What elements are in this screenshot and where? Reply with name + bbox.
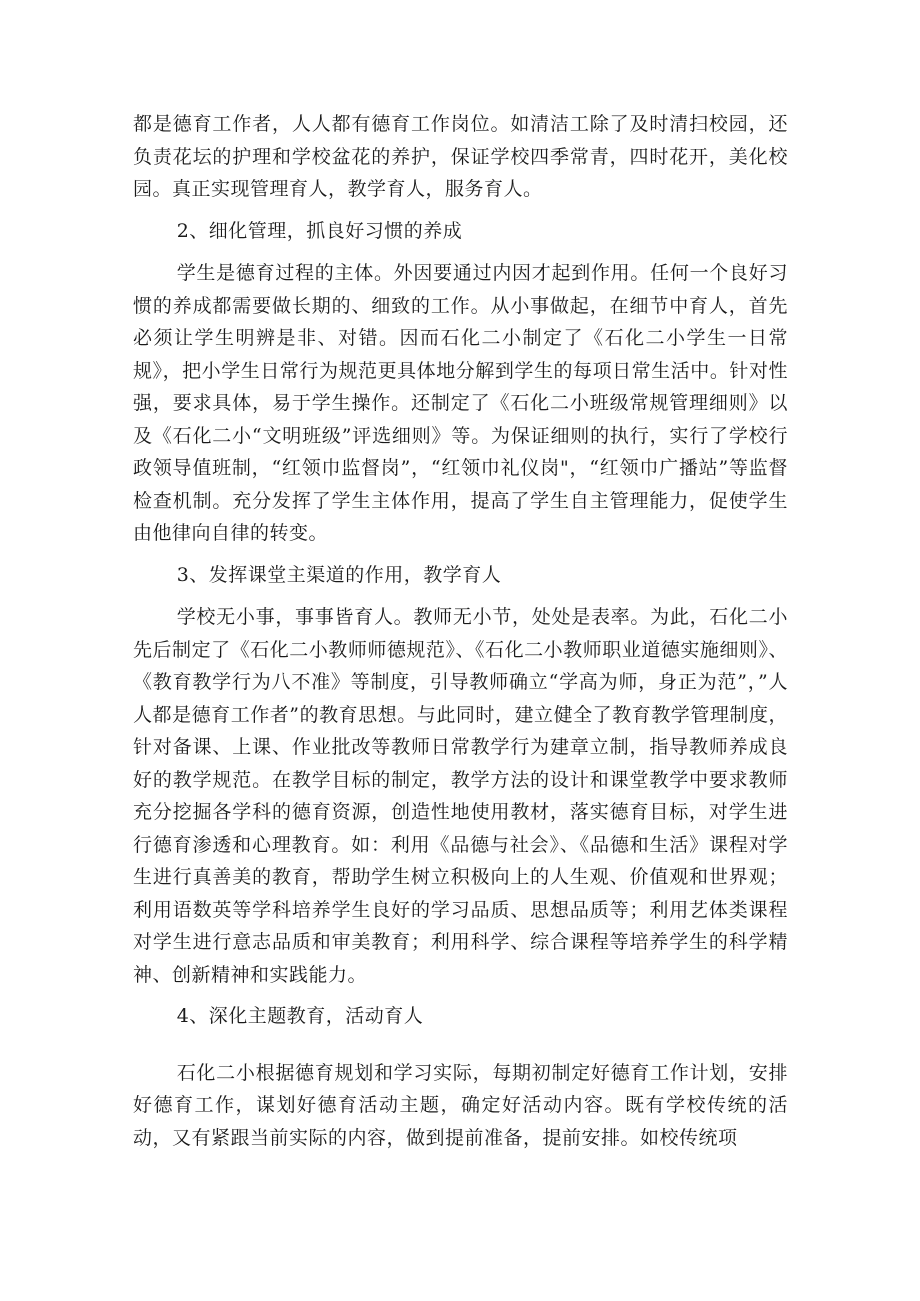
paragraph-section-2: 学生是德育过程的主体。外因要通过内因才起到作用。任何一个良好习惯的养成都需要做长期的、细致的工作。从小事做起，在细节中育人，首先必须让学生明辨是非、对错。因而石化二小制定了《石化二小学生一日常规》，把小学生日常行为规范更具体地分解到学生的每项日常生活中。针对性强，要求具体，易于学生操作。还制定了《石化二小班级常规管理细则》以及《石化二小“文明班级”评选细则》等。为保证细则的执行，实行了学校行政领导值班制，“红领巾监督岗”，“红领巾礼仪岗"，“红领巾广播站”等监督检查机制。充分发挥了学生主体作用，提高了学生自主管理能力，促使学生由他律向自律的转变。 — [133, 262, 788, 544]
paragraph-section-3: 学校无小事，事事皆育人。教师无小节，处处是表率。为此，石化二小先后制定了《石化二小教师师德规范》、《石化二小教师职业道德实施细则》、《教育教学行为八不准》等制度，引导教师确立“学高为师，身正为范”，”人人都是德育工作者”的教育思想。与此同时，建立健全了教育教学管理制度，针对备课、上课、作业批改等教师日常教学行为建章立制，指导教师养成良好的教学规范。在教学目标的制定，教学方法的设计和课堂教学中要求教师充分挖掘各学科的德育资源，创造性地使用教材，落实德育目标，对学生进行德育渗透和心理教育。如：利用《品德与社会》、《品德和生活》课程对学生进行真善美的教育，帮助学生树立积极向上的人生观、价值观和世界观；利用语数英等学科培养学生良好的学习品质、思想品质等；利用艺体类课程对学生进行意志品质和审美教育；利用科学、综合课程等培养学生的科学精神、创新精神和实践能力。 — [133, 606, 788, 986]
section-heading-2: 2、细化管理，抓良好习惯的养成 — [176, 219, 463, 242]
document-body — [133, 108, 788, 1154]
paragraph-section-4: 石化二小根据德育规划和学习实际，每期初制定好德育工作计划，安排好德育工作，谋划好德育活动主题，确定好活动内容。既有学校传统的活动，又有紧跟当前实际的内容，做到提前准备，提前安排。如校传统项 — [133, 1061, 788, 1149]
section-heading-3: 3、发挥课堂主渠道的作用，教学育人 — [176, 563, 502, 586]
section-heading-4: 4、深化主题教育，活动育人 — [176, 1005, 424, 1027]
paragraph-intro: 都是德育工作者，人人都有德育工作岗位。如清洁工除了及时清扫校园，还负责花坛的护理和学校盆花的养护，保证学校四季常青，四时花开，美化校园。真正实现管理育人，教学育人，服务育人。 — [133, 113, 788, 200]
